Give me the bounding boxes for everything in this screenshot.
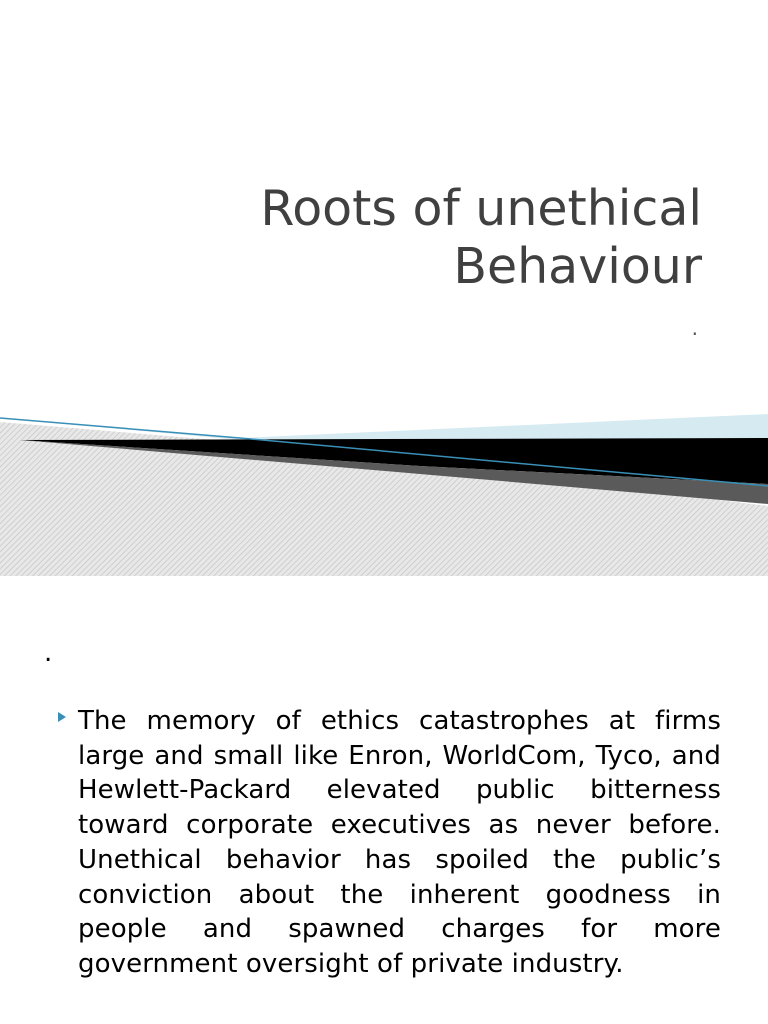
triangle-bullet-icon: [56, 710, 68, 724]
title-line-1: Roots of unethical: [260, 180, 702, 237]
title-line-2: Behaviour: [453, 238, 702, 295]
bullet-paragraph: The memory of ethics catastrophes at firms large and small like Enron, WorldCom, Tyco, and Hewlett-Packard elevated public bitterness toward corporate executives as never before. Unethical behavior has spoiled the public’s conviction about the inherent goodness in people and spawned charges for more government oversight of private industry.: [78, 706, 721, 979]
decorative-wave-band: [0, 410, 768, 576]
slide-title: [82, 180, 702, 296]
slide-title: .: [44, 638, 53, 668]
slide-subtitle: .: [691, 316, 698, 340]
content-slide: [0, 576, 768, 1024]
